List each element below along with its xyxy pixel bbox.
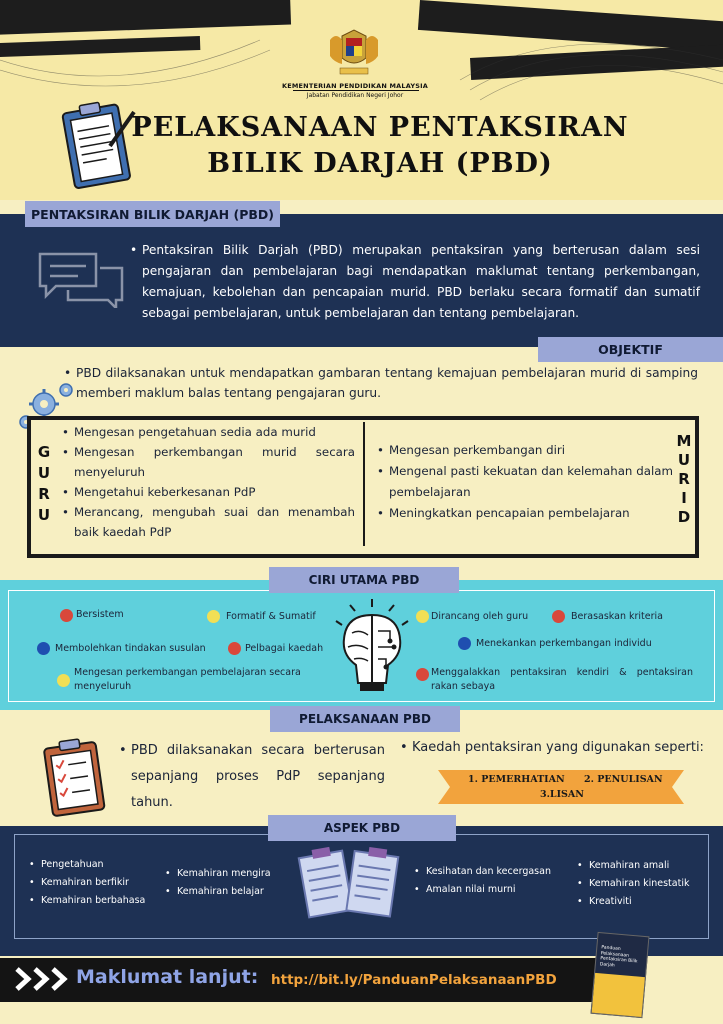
title-line-1: PELAKSANAAN PENTAKSIRAN: [131, 112, 629, 143]
ciri-item: Menekankan perkembangan individu: [476, 638, 652, 649]
divider: [293, 90, 419, 91]
brain-bulb-icon: [332, 597, 418, 693]
guru-list: [60, 422, 355, 542]
murid-item: • Meningkatkan pencapaian pembelajaran: [375, 503, 673, 524]
aspek-item: • Kemahiran amali: [575, 857, 710, 875]
documents-icon: [296, 842, 404, 928]
pelaksanaan-point2: • Kaedah pentaksiran yang digunakan seperti:: [398, 738, 716, 758]
aspek-item: • Amalan nilai murni: [412, 881, 577, 899]
ciri-item: Bersistem: [76, 609, 124, 620]
murid-item: • Mengenal pasti kekuatan dan kelemahan dalam pembelajaran: [375, 461, 673, 503]
book-cover-band: [591, 973, 646, 1018]
aspek-label: ASPEK PBD: [268, 815, 456, 841]
footer-label: Maklumat lanjut:: [76, 966, 259, 988]
dot-red: [552, 610, 565, 623]
pelaksanaan-point2-list: [398, 738, 716, 758]
ciri-item: Berasaskan kriteria: [571, 611, 663, 622]
dot-yellow: [57, 674, 70, 687]
objektif-intro: • PBD dilaksanakan untuk mendapatkan gambaran tentang kemajuan pembelajaran murid di samping memberi maklum balas tentang pengajaran guru.: [62, 363, 698, 403]
aspek-item: • Pengetahuan: [27, 856, 167, 874]
checklist-icon: [42, 737, 106, 817]
guru-item: • Mengetahui keberkesanan PdP: [60, 482, 355, 502]
aspek-item: • Kemahiran mengira: [163, 865, 293, 883]
murid-vertical-label: M U R I D: [676, 432, 692, 526]
guru-item: • Merancang, mengubah suai dan menambah baik kaedah PdP: [60, 502, 355, 542]
objektif-intro-list: [62, 363, 698, 403]
page-title: [120, 110, 640, 182]
dot-yellow: [207, 610, 220, 623]
aspek-item: • Kreativiti: [575, 893, 710, 911]
pbd-label: PENTAKSIRAN BILIK DARJAH (PBD): [25, 201, 280, 227]
aspek-col2: [163, 865, 293, 901]
ciri-label: CIRI UTAMA PBD: [269, 567, 459, 593]
dot-blue: [458, 637, 471, 650]
footer-link[interactable]: http://bit.ly/PanduanPelaksanaanPBD: [271, 972, 557, 988]
dot-red: [228, 642, 241, 655]
murid-list: [375, 440, 673, 524]
aspek-col3: [412, 863, 577, 899]
department-name: Jabatan Pendidikan Negeri Johor: [306, 92, 404, 99]
guide-book-cover: [591, 932, 650, 1018]
ministry-name: KEMENTERIAN PENDIDIKAN MALAYSIA: [282, 82, 428, 90]
ciri-item: Dirancang oleh guru: [431, 611, 529, 622]
ciri-item: Menggalakkan pentaksiran kendiri & pentaksiran rakan sebaya: [431, 667, 693, 692]
aspek-item: • Kemahiran belajar: [163, 883, 293, 901]
murid-item: • Mengesan perkembangan diri: [375, 440, 673, 461]
pbd-description: • Pentaksiran Bilik Darjah (PBD) merupakan pentaksiran yang berterusan dalam sesi pengajaran dan pembelajaran bagi mendapatkan maklumat tentang perkembangan, kemajuan, kebolehan dan pencapaian murid. PBD berlaku secara formatif dan sumatif sebagai pembelajaran, untuk pembelajaran dan tentang pembelajaran.: [128, 240, 700, 324]
chevrons-icon: [14, 966, 74, 992]
pelaksanaan-label: PELAKSANAAN PBD: [270, 706, 460, 732]
ciri-item: Mengesan perkembangan pembelajaran secara menyeluruh: [74, 667, 301, 692]
ciri-item: Pelbagai kaedah: [245, 643, 324, 654]
aspek-item: • Kesihatan dan kecergasan: [412, 863, 577, 881]
ciri-item: Membolehkan tindakan susulan: [55, 643, 206, 654]
method-1: 1. PEMERHATIAN: [468, 774, 565, 785]
objektif-label: OBJEKTIF: [538, 337, 723, 362]
ciri-item: Formatif & Sumatif: [226, 611, 316, 622]
guru-vertical-label: G U R U: [37, 443, 51, 524]
guru-item: • Mengesan perkembangan murid secara menyeluruh: [60, 442, 355, 482]
aspek-item: • Kemahiran berfikir: [27, 874, 167, 892]
title-line-2: BILIK DARJAH (PBD): [207, 148, 553, 179]
dot-red: [60, 609, 73, 622]
method-3: 3.LISAN: [540, 789, 584, 800]
pelaksanaan-point1: • PBD dilaksanakan secara berterusan sepanjang proses PdP sepanjang tahun.: [117, 738, 385, 816]
dot-blue: [37, 642, 50, 655]
aspek-col1: [27, 856, 167, 910]
crest-logo: [322, 28, 386, 78]
pbd-description-list: [128, 240, 700, 324]
aspek-item: • Kemahiran kinestatik: [575, 875, 710, 893]
aspek-col4: [575, 857, 710, 911]
chat-bubbles-icon: [38, 252, 124, 308]
pelaksanaan-point1-list: [117, 738, 385, 816]
objektif-divider: [363, 422, 365, 546]
aspek-item: • Kemahiran berbahasa: [27, 892, 167, 910]
book-title: Panduan Pelaksanaan Pentaksiran Bilik Darjah: [599, 945, 638, 968]
method-2: 2. PENULISAN: [584, 774, 663, 785]
guru-item: • Mengesan pengetahuan sedia ada murid: [60, 422, 355, 442]
